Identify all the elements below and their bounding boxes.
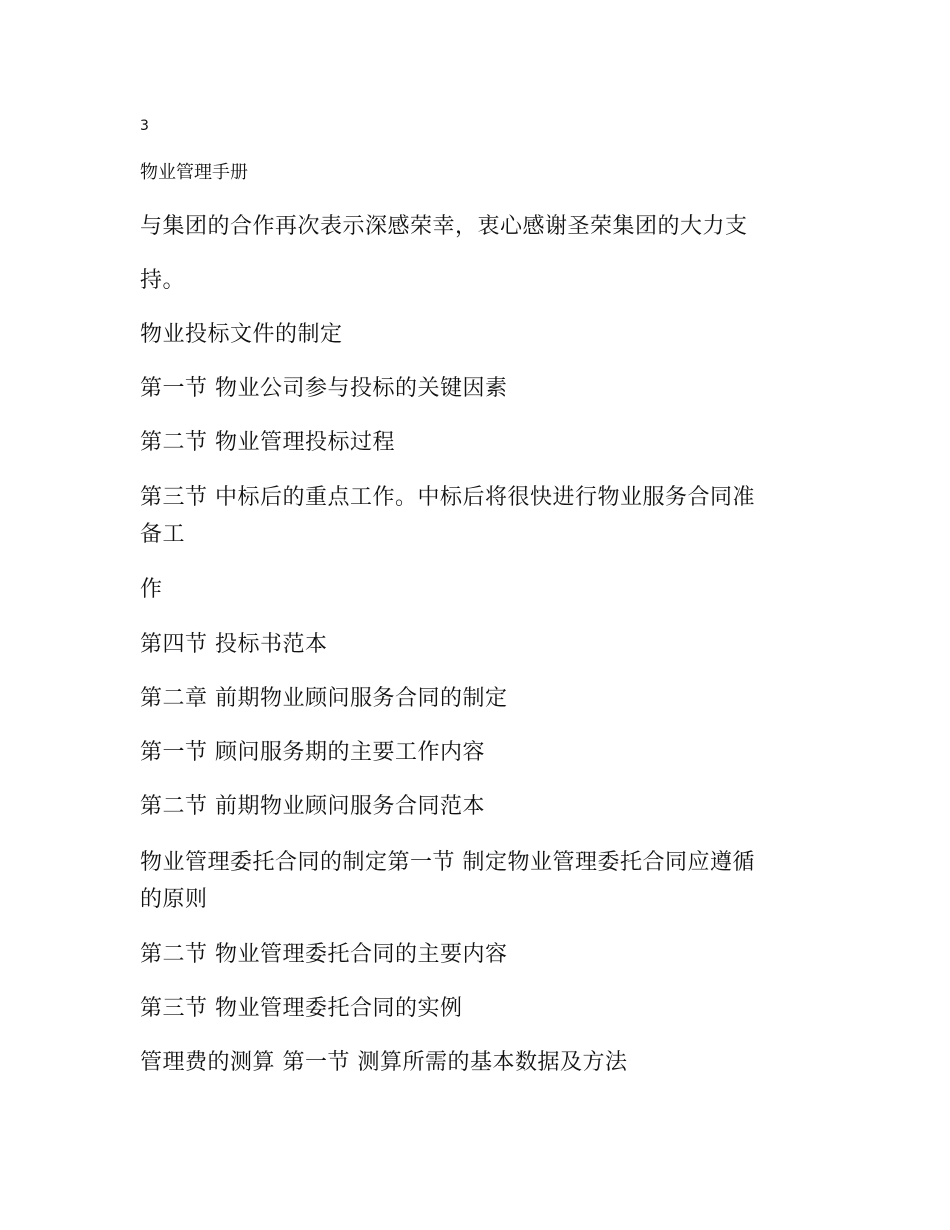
text-line: 备工 xyxy=(140,522,186,547)
toc-entry: 第二节 物业管理投标过程 xyxy=(140,430,395,455)
text-line: 的原则 xyxy=(140,887,208,912)
text-line: 作 xyxy=(140,577,163,602)
toc-entry: 管理费的测算 第一节 测算所需的基本数据及方法 xyxy=(140,1050,628,1075)
toc-entry: 第一节 顾问服务期的主要工作内容 xyxy=(140,740,485,765)
toc-entry: 第一节 物业公司参与投标的关键因素 xyxy=(140,376,508,401)
chapter-heading: 第二章 前期物业顾问服务合同的制定 xyxy=(140,686,508,711)
toc-entry: 物业管理委托合同的制定第一节 制定物业管理委托合同应遵循 xyxy=(140,850,755,875)
page-number: 3 xyxy=(140,118,149,134)
toc-entry: 第三节 中标后的重点工作。中标后将很快进行物业服务合同准 xyxy=(140,485,755,510)
section-heading: 物业投标文件的制定 xyxy=(140,322,343,347)
toc-entry: 第四节 投标书范本 xyxy=(140,632,328,657)
toc-entry: 第三节 物业管理委托合同的实例 xyxy=(140,996,463,1021)
toc-entry: 第二节 前期物业顾问服务合同范本 xyxy=(140,794,485,819)
document-header-title: 物业管理手册 xyxy=(140,162,248,183)
toc-entry: 第二节 物业管理委托合同的主要内容 xyxy=(140,942,508,967)
text-line: 持。 xyxy=(140,268,186,293)
text-line: 与集团的合作再次表示深感荣幸，衷心感谢圣荣集团的大力支 xyxy=(140,214,748,239)
